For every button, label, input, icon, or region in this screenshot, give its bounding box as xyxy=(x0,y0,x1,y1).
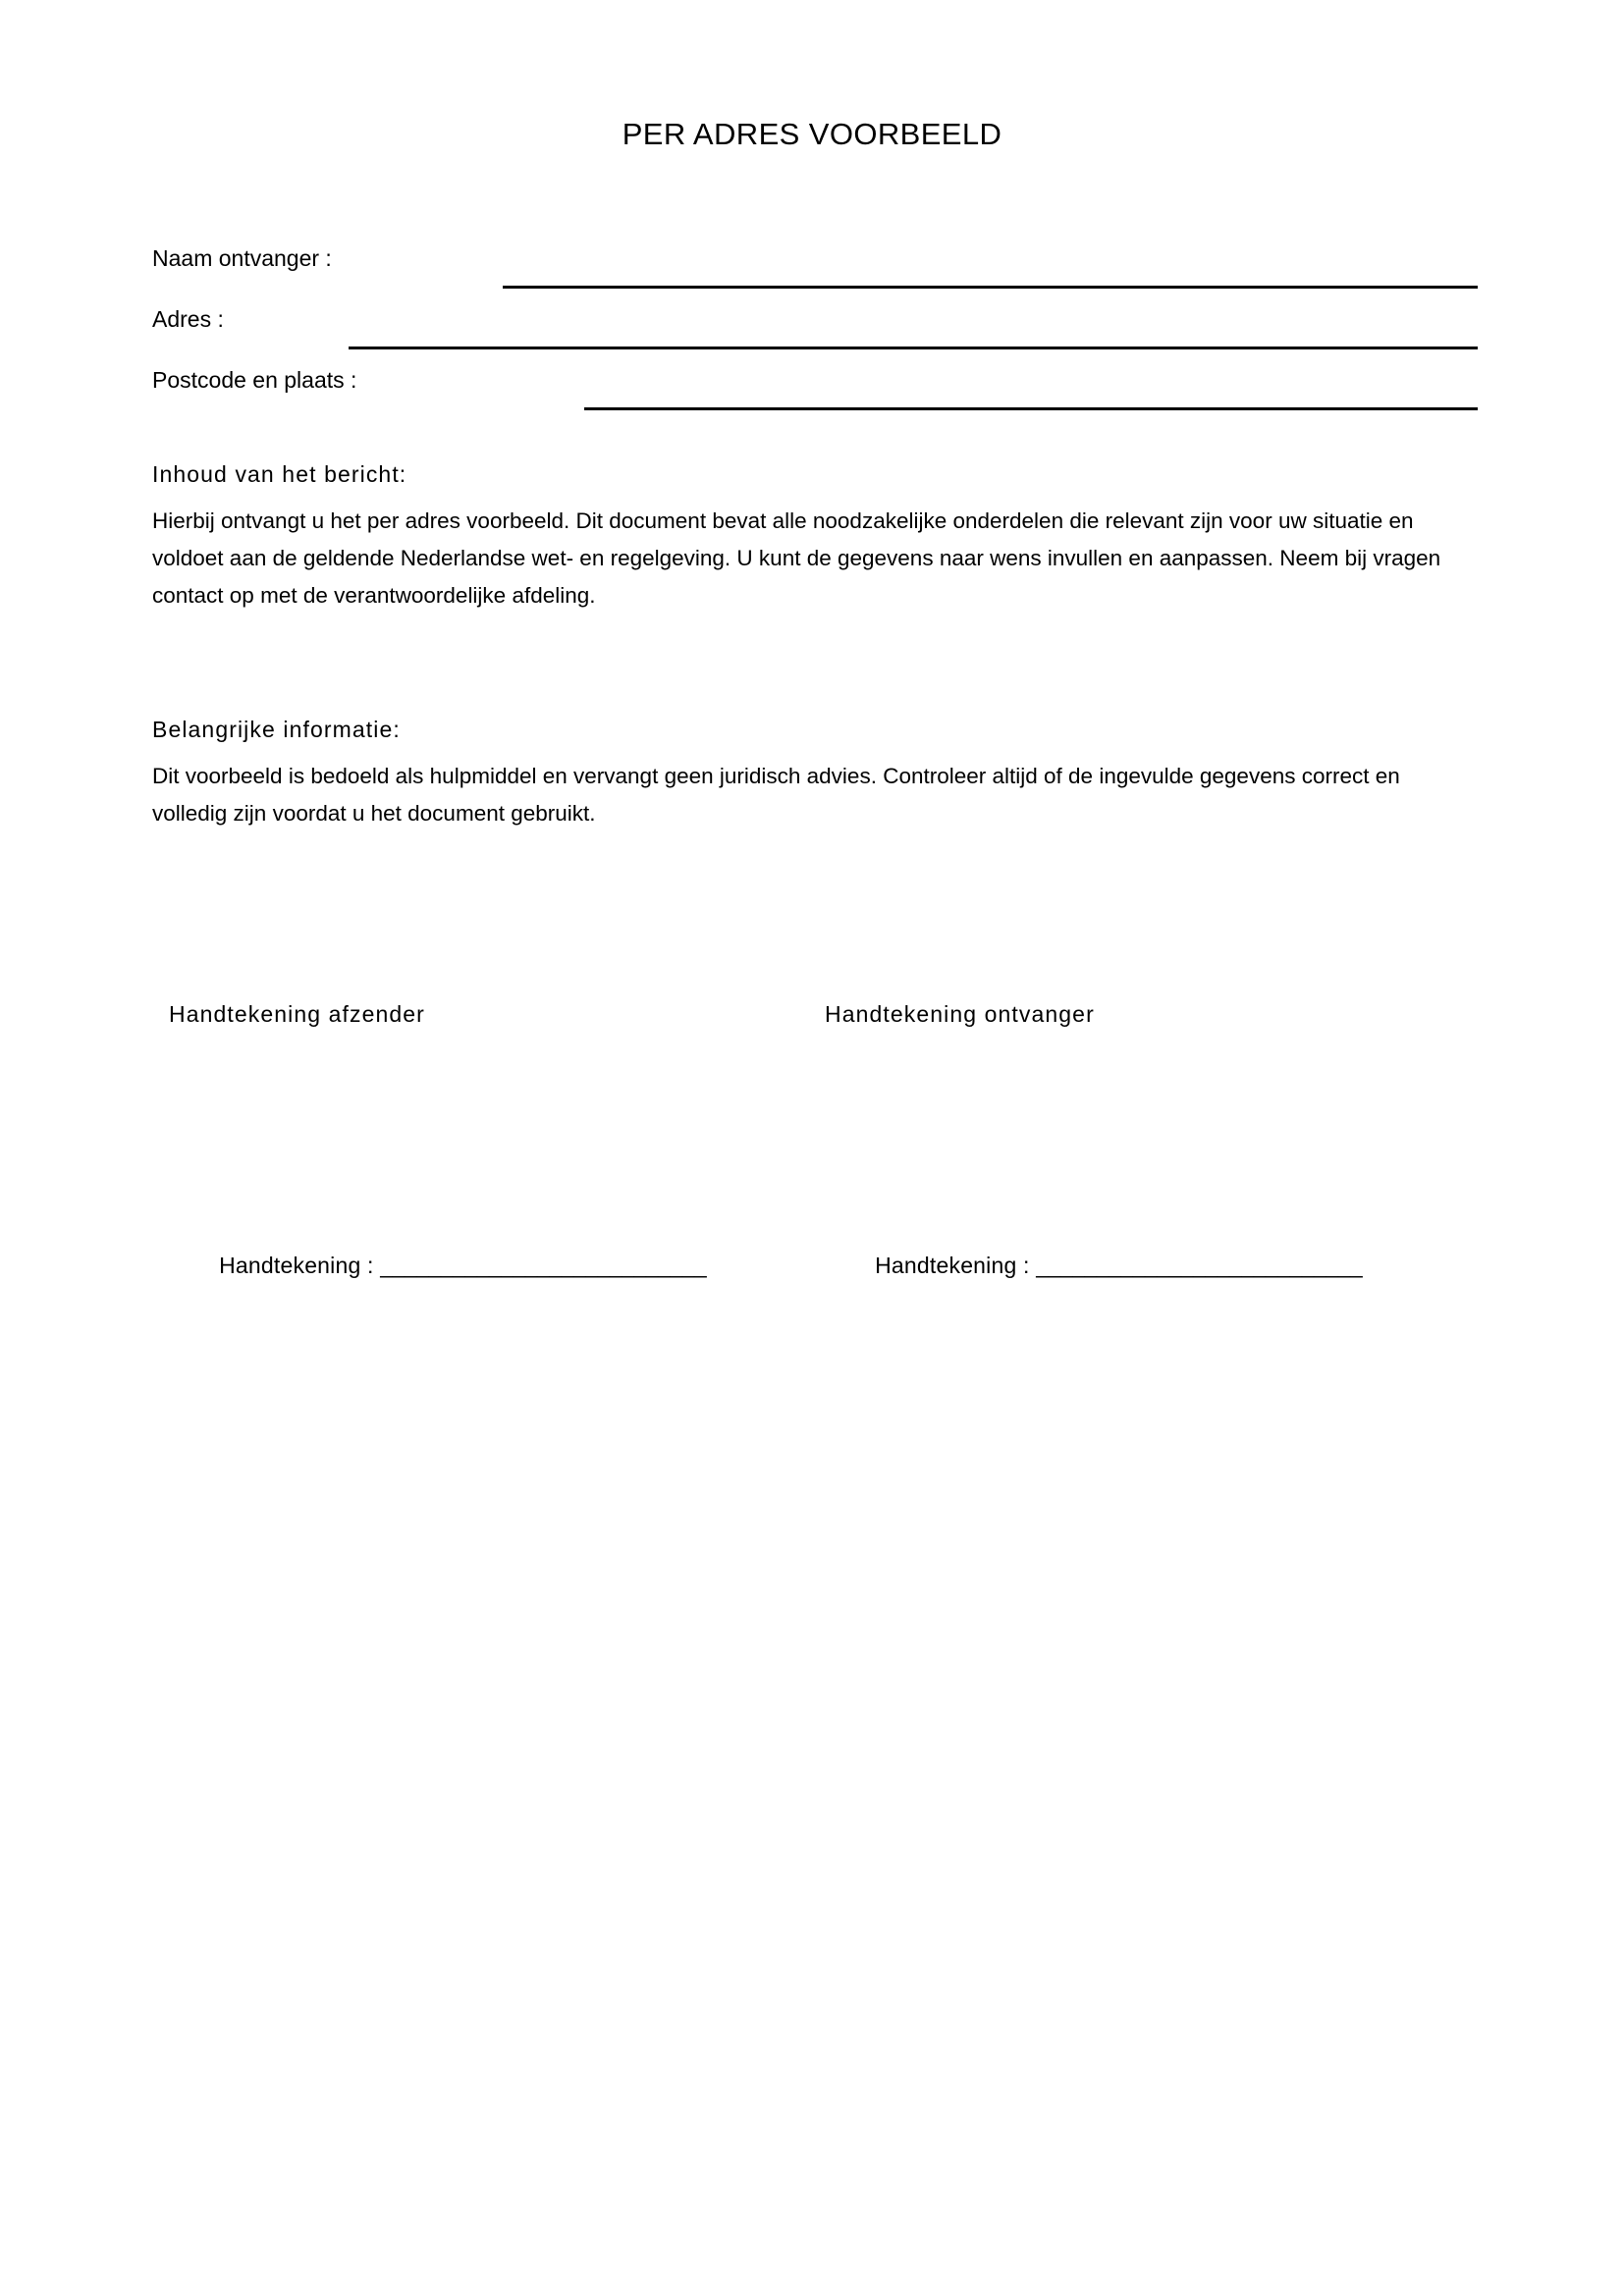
section-body-inhoud: Hierbij ontvangt u het per adres voorbeeld. Dit document bevat alle noodzakelijke onderdelen die relevant zijn voor uw situatie en voldoet aan de geldende Nederlandse wet- en regelgeving. U kunt de gegevens naar wens invullen en aanpassen. Neem bij vragen contact op met de verantwoordelijke afdeling. xyxy=(152,508,1441,608)
field-row-adres xyxy=(152,304,1478,365)
signature-line-label-receiver: Handtekening : xyxy=(875,1253,1037,1278)
field-label-naam-ontvanger: Naam ontvanger : xyxy=(152,245,332,271)
page-title: PER ADRES VOORBEELD xyxy=(622,117,1002,151)
section-inhoud-van-het-bericht xyxy=(152,457,1478,614)
signature-line-rule-receiver: ___________________________ xyxy=(1036,1253,1363,1278)
field-label-adres: Adres : xyxy=(152,306,224,332)
signature-line-sender[interactable] xyxy=(169,1215,706,1315)
signature-line-rule-sender: ___________________________ xyxy=(380,1253,707,1278)
field-label-postcode-en-plaats: Postcode en plaats : xyxy=(152,367,357,393)
signature-heading-receiver: Handtekening ontvanger xyxy=(825,1001,1095,1027)
signature-column-sender xyxy=(169,997,797,1278)
field-rule-adres[interactable] xyxy=(349,347,1478,349)
field-row-naam-ontvanger xyxy=(152,243,1478,304)
recipient-field-block xyxy=(152,243,1478,426)
signature-line-label-sender: Handtekening : xyxy=(219,1253,381,1278)
section-body-belangrijke-informatie: Dit voorbeeld is bedoeld als hulpmiddel en vervangt geen juridisch advies. Controleer altijd of de ingevulde gegevens correct en volledig zijn voordat u het document gebruikt. xyxy=(152,764,1400,826)
field-rule-naam-ontvanger[interactable] xyxy=(503,286,1478,289)
signature-heading-sender: Handtekening afzender xyxy=(169,1001,425,1027)
section-belangrijke-informatie xyxy=(152,713,1478,832)
signature-area xyxy=(0,997,1624,1292)
section-heading-belangrijke-informatie: Belangrijke informatie: xyxy=(152,717,401,742)
section-heading-inhoud: Inhoud van het bericht: xyxy=(152,461,407,487)
field-rule-postcode-en-plaats[interactable] xyxy=(584,407,1478,410)
signature-column-receiver xyxy=(825,997,1453,1278)
field-row-postcode-en-plaats xyxy=(152,365,1478,426)
signature-line-receiver[interactable] xyxy=(825,1215,1362,1315)
